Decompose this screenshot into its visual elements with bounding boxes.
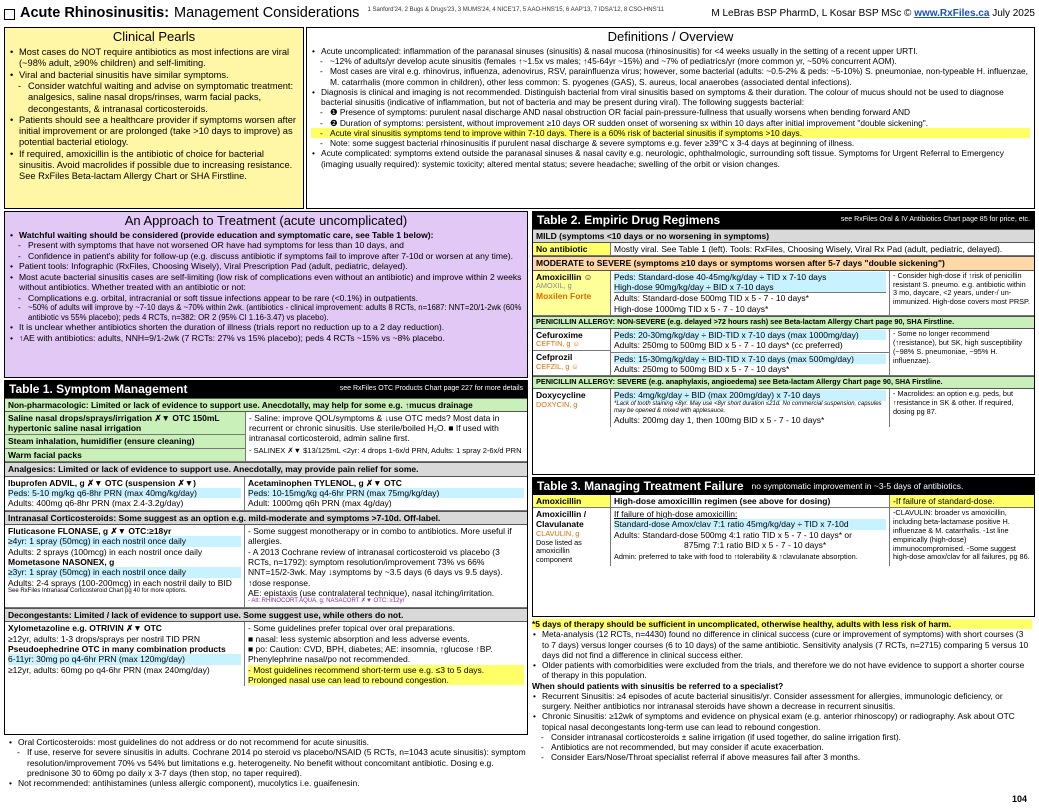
doxycycline-peds-note: *Lack of tooth staining <8yr. May use <8yr short duration ≤21d. No commercial suspension, capsules may be opened & mixed with applesauce.	[614, 400, 882, 415]
pen-allergy-nonsevere-header: PENICILLIN ALLERGY: NON-SEVERE (e.g. delayed >72 hours rash) see Beta-lactam Allergy Chart page 90, SHA Firstline.	[533, 316, 1034, 329]
amox-clav-note: Dose listed as amoxicillin component	[536, 537, 582, 565]
clinical-pearls	[4, 27, 304, 209]
pearl-item: • Viral and bacterial sinusitis have similar symptoms.	[9, 70, 299, 81]
failure-amox-note: -If failure of standard-dose.	[890, 495, 1034, 507]
chronic-detail: - Consider Ears/Nose/Throat specialist referral if above measures fail after 3 months.	[532, 752, 1032, 762]
amoxicillin-brand: AMOXIL, g	[536, 281, 572, 291]
xylometazoline-label: Xylometazoline e.g. OTRIVIN ✗▼ OTC	[8, 623, 162, 634]
decongestant-note: - Most guidelines recommend short-term use e.g. ≤3 to 5 days. Prolonged nasal use can lead to rebound congestion.	[248, 665, 524, 686]
amox-clav-condition: If failure of high-dose amoxicillin:	[614, 508, 738, 519]
ibuprofen-label: Ibuprofen ADVIL, g ✗▼ OTC (suspension ✗▼)	[8, 477, 197, 488]
ibuprofen-adults: Adults: 400mg q6-8hr PRN (max 2.4-3.2g/day)	[8, 498, 184, 509]
xylometazoline-dose: ≥12yr, adults: 1-3 drops/sprays per nostril TID PRN	[8, 633, 201, 644]
def-item: - Note: some suggest bacterial rhinosinusitis if purulent nasal discharge & severe symptoms e.g. fever ≥39°C x 3-4 days at beginning of illness.	[311, 138, 1030, 148]
table3-header: Table 3. Managing Treatment Failure no symptomatic improvement in ~3-5 days of antibiotics.	[533, 478, 1034, 495]
mild-header: MILD (symptoms <10 days or no worsening in symptoms)	[533, 229, 1034, 243]
table2-header: Table 2. Empiric Drug Regimens see RxFiles Oral & IV Antibiotics Chart page 85 for price, etc.	[533, 212, 1034, 229]
definitions-list	[307, 46, 1034, 169]
definitions-overview	[306, 27, 1035, 209]
clavulin-note: -CLAVULIN: broader vs amoxicillin, including beta-lactamase positive H. influenzae & M. catarrhalis. -1st line empirically (high-dose) immunocompromised. -Some suggest high-dose amox/clav for all failures, pg 86.	[893, 507, 1030, 562]
ics-note: - A 2013 Cochrane review of intranasal corticosteroid vs placebo (3 RCTs, n=1792): symptom resolution/improvement 73% vs 66% NNT=15/2-3wk. May ↓symptoms by ~3.5 days (6 days vs 9.5 days). ↑dose response.	[248, 546, 503, 588]
pearl-item: • If required, amoxicillin is the antibiotic of choice for bacterial sinusitis. Avoid macrolides if possible due to increasing resistance. See RxFiles Beta-lactam Allergy Chart or SHA Firstline.	[9, 149, 299, 183]
cefuroxime-label: Cefuroxime	[536, 330, 583, 341]
site-link[interactable]: www.RxFiles.ca	[914, 7, 990, 19]
approach-title: An Approach to Treatment (acute uncomplicated)	[124, 213, 408, 228]
def-item: • Acute complicated: symptoms extend outside the paranasal sinuses & nasal cavity e.g. neurologic, ophthalmologic, surrounding soft tissue. Symptoms for Urgent Referral to Emergency (imaging usually required): systemic toxicity; altered mental status; severe headache; swelling of the orbit or vision changes.	[311, 148, 1030, 169]
mometasone-peds: ≥3yr: 1 spray (50mcg) in each nostril once daily	[8, 567, 241, 577]
amoxicillin-label: Amoxicillin ☺	[536, 271, 593, 282]
amoxicillin-row	[533, 271, 1034, 316]
ics-header: Intranasal Corticosteroids: Some suggest as an option e.g. mild-moderate and symptoms >7-10d. Off-label.	[5, 511, 527, 525]
failure-amox-label: Amoxicillin	[533, 495, 611, 507]
table-treatment-failure	[532, 477, 1035, 617]
page-header	[4, 3, 1035, 25]
cephalosporin-rows	[533, 329, 1034, 376]
fluticasone-peds: ≥4yr: 1 spray (50mcg) in each nostril once daily	[8, 536, 241, 546]
bottom-left-notes	[8, 737, 528, 789]
table1-see-link[interactable]: see RxFiles OTC Products Chart page 227 for more details	[339, 385, 523, 393]
pearls-list	[5, 46, 303, 184]
ics-alt-note: - Alt: RHINOCORT AQUA, g; NASACORT ✗▼ OTC: ≥12yr	[248, 598, 405, 605]
cefuroxime-peds: Peds: 20-30mg/kg/day ÷ BID-TID x 7-10 days (max 1000mg/day)	[614, 330, 886, 340]
approach-item: • ↑AE with antibiotics: adults, NNH=9/1-2wk (7 RCTs: 27% vs 15% placebo); peds 4 RCTs ~15% vs ~8% placebo.	[9, 333, 523, 343]
failure-amox-row	[533, 495, 1034, 508]
mometasone-label: Mometasone NASONEX, g	[8, 557, 115, 568]
cefuroxime-adults: Adults: 250mg to 500mg BID x 5 - 7 - 10 days* (cc preferred)	[614, 340, 843, 351]
amox-clav-peds: Standard-dose Amox/clav 7:1 ratio 45mg/kg/day ÷ TID x 7-10d	[614, 519, 886, 529]
acetaminophen-label: Acetaminophen TYLENOL, g ✗▼ OTC	[248, 477, 402, 488]
header-refs: 1 Sanford'24, 2 Bugs & Drugs'23, 3 MUMS'24, 4 NICE'17, 5 AAO-HNS'15, 6 AAP'13, 7 IDSA'12, 8 CSO-HNS'11	[367, 7, 664, 13]
approach-item: - ~50% of adults will improve by ~7-10 days & ~70% within 2wk. (antibiotics - clinical improvement: adults 8 RCTs, n=1687: NNT=20/1-2wk (60% antibiotic vs 55% placebo); peds 4 RCTs, n=382: OR 2 (95% CI 1.16-3.47) vs placebo).	[9, 303, 523, 322]
approach-item: - Present with symptoms that have not worsened OR have had symptoms for less than 10 days, and	[9, 240, 523, 250]
ics-row	[5, 525, 527, 608]
approach-to-treatment	[4, 211, 528, 378]
amox-adults-high: High-dose 1000mg TID x 5 - 7 - 10 days*	[614, 303, 769, 314]
no-antibiotic-label: No antibiotic	[533, 243, 611, 255]
oral-corticosteroids-detail: - If use, reserve for severe sinusitis in adults. Cochrane 2014 po steroid vs placebo/NSAID (5 RCTs, n=1043 acute sinusitis): symptom resolution/improvement 70% vs 54% but limitations e.g. heterogeneity. No benefit without concomitant antibiotic. Dosing e.g. prednisone 30 to 60mg po daily x 3-7 days (then stop, no taper required).	[8, 747, 528, 778]
decongestant-note: ■ po: Caution: CVD, BPH, diabetes; AE: insomnia, ↑glucose ↑BP. Phenylephrine nasal/po not recommended.	[248, 643, 493, 665]
amox-peds-standard: Peds: Standard-dose 40-45mg/kg/day ÷ TID x 7-10 days	[614, 272, 886, 282]
doxycycline-brand: DOXYCIN, g	[536, 399, 578, 409]
cephalosporin-note: - Some no longer recommend (↑resistance), but SK, high susceptibility (~98% S. pneumoniae, ~95% H. influenzae).	[893, 329, 1022, 365]
cefprozil-peds: Peds: 15-30mg/kg/day ÷ BID-TID x 7-10 days (max 500mg/day)	[614, 354, 886, 364]
cefprozil-adults: Adults: 250mg to 500mg BID x 5 - 7 - 10 days*	[614, 364, 790, 375]
recurrent-sinusitis-note: • Recurrent Sinusitis: ≥4 episodes of acute bacterial sinusitis/yr. Consider assessment for allergies, immunologic deficiency, or surgery. Neither antibiotics nor intranasal steroids have shown a decrease in recurrent sinusitis.	[532, 691, 1032, 712]
not-recommended-note: • Not recommended: antihistamines (unless allergic component), mucolytics i.e. guaifenesin.	[8, 778, 528, 788]
ics-ae-note: AE: epistaxis (use contralateral technique), nasal itching/irritation.	[248, 588, 495, 599]
decongestant-note: - Some guidelines prefer topical over oral preparations.	[248, 623, 455, 634]
five-days-note: *5 days of therapy should be sufficient in uncomplicated, otherwise healthy, adults with less risk of harm.	[532, 619, 1032, 629]
failure-amox-regimen: High-dose amoxicillin regimen (see above for dosing)	[611, 495, 890, 507]
approach-item: • Patient tools: Infographic (RxFiles, Choosing Wisely), Viral Prescription Pad (adult, pediatric, delayed).	[9, 261, 523, 271]
ics-chart-link[interactable]: See RxFiles Intranasal Corticosteroid Chart pg 40 for more options.	[8, 588, 187, 595]
no-antibiotic-row	[533, 243, 1034, 256]
def-item: • Acute uncomplicated: inflammation of the paranasal sinuses (sinusitis) & nasal mucosa (rhinosinusitis) for <4 weeks usually in the setting of a recent upper URTI.	[311, 46, 1030, 56]
amox-peds-high: High-dose 90mg/kg/day ÷ BID x 7-10 days	[614, 282, 886, 292]
pearl-item: - Consider watchful waiting and advise on symptomatic treatment: analgesics, saline nasal drops/rinses, warm facial packs, decongestants, & intranasal corticosteroids.	[9, 81, 299, 115]
approach-item: • Watchful waiting should be considered (provide education and symptomatic care, see Table 1 below):	[9, 230, 523, 240]
def-item: - Acute viral sinusitis symptoms tend to improve within 7-10 days. There is a 60% risk of bacterial sinusitis if symptoms >10 days.	[311, 128, 1030, 138]
amox-clav-admin: Admin: preferred to take with food to ↑tolerability & ↑clavulanate absorption.	[614, 552, 858, 562]
amox-note: - Consider high-dose if ↑risk of penicillin resistant S. pneumo. e.g. antibiotic within 3 mo, daycare, <2 years, under-/ un-immunized. High-dose covers most PRSP.	[893, 270, 1030, 307]
pseudoephedrine-peds: 6-11yr: 30mg po q4-6hr PRN (max 120mg/day)	[8, 654, 241, 664]
warm-packs-label: Warm facial packs	[5, 448, 245, 461]
approach-item: - Confidence in patient's ability for follow-up (e.g. discuss antibiotic if symptoms fail to improve after 7-10d or worsen at any time).	[9, 251, 523, 261]
def-item: - ❶ Presence of symptoms: purulent nasal discharge AND nasal obstruction OR facial pain-pressure-fullness that usually worsens when bending forward AND	[311, 107, 1030, 117]
macrolide-note: - Macrolides: an option e.g. peds, but ↑resistance in SK & other. If required, dosing pg 87.	[893, 389, 1014, 417]
older-patients-note: • Older patients with comorbidities were excluded from the trials, and therefore we do not have evidence to support a shorter course of therapy in this population.	[532, 660, 1032, 681]
saline-label: Saline nasal drops/sprays/irrigation ✗▼ OTC 150mL hypertonic saline nasal irrigation	[5, 412, 245, 435]
saline-row	[5, 412, 527, 462]
decongestants-row	[5, 622, 527, 686]
failure-clav-row	[533, 508, 1034, 566]
page-title: Acute Rhinosinusitis:	[20, 5, 170, 22]
bottom-right-notes	[532, 619, 1032, 763]
meta-analysis-note: • Meta-analysis (12 RCTs, n=4430) found no difference in clinical success (cure or improvement of symptoms) with short courses (3 to 7 days) versus longer courses (6 to 10 days) of the same antibiotic. Sensitivity analysis (7 RCTs, n=2715) comparing 5 versus 10 days did not find a difference in clinical success either.	[532, 629, 1032, 660]
table2-see-link[interactable]: see RxFiles Oral & IV Antibiotics Chart page 85 for price, etc.	[840, 216, 1030, 224]
table-empiric-regimens	[532, 211, 1035, 475]
doxycycline-adults: Adults: 200mg day 1, then 100mg BID x 5 - 7 - 10 days*	[614, 415, 825, 426]
def-item: - ~12% of adults/yr develop acute sinusitis (females ↑~1.5x vs males; ↑45-64yr ~15%) and ~7% of pediatrics/yr (more common yr, ~50% concurrent AOM).	[311, 56, 1030, 66]
pearls-title: Clinical Pearls	[5, 28, 303, 46]
amox-clav-adults-1: Adults: Standard-dose 500mg 4:1 ratio TID x 5 - 7 - 10 days* or	[614, 529, 852, 540]
def-item: - ❷ Duration of symptoms: persistent, without improvement ≥10 days OR sudden onset of worsening sx within 10 days after initial improvement "double sickening".	[311, 118, 1030, 128]
chronic-sinusitis-note: • Chronic Sinusitis: ≥12wk of symptoms and evidence on physical exam (e.g. anterior rhinoscopy) or radiography. Ask about OTC topical nasal decongestants long-term use can lead to rebound congestion.	[532, 711, 1032, 732]
amox-clav-label: Amoxicillin / Clavulanate	[536, 508, 587, 530]
approach-list	[5, 230, 527, 343]
pseudoephedrine-adults: ≥12yr, adults: 60mg po q4-6hr PRN (max 240mg/day)	[8, 664, 210, 675]
def-item: - Most cases are viral e.g. rhinovirus, influenza, adenovirus, RSV, parainfluenza virus; however, some bacterial (adults: ~0.5-2% & peds: ~5-10%) S. pneumoniae, non-typeable H. influenzae, M. catarrhalis (more common in children), other less common: S. pyogenes (GAS), S. aureus, local anaerobes (associated dental infections).	[311, 66, 1030, 87]
doxycycline-row	[533, 389, 1034, 426]
nonpharm-header: Non-pharmacologic: Limited or lack of evidence to support use. Anecdotally, may help for some e.g. ↑mucus drainage	[5, 398, 527, 412]
fluticasone-label: Fluticasone FLONASE, g ✗▼ OTC:≥18yr	[8, 525, 172, 536]
acetaminophen-peds: Peds: 10-15mg/kg q4-6hr PRN (max 75mg/kg/day)	[248, 488, 524, 498]
moderate-severe-header: MODERATE to SEVERE (symptoms ≥10 days or symptoms worsen after 5-7 days "double sickening")	[533, 256, 1034, 270]
pearl-item: • Most cases do NOT require antibiotics as most infections are viral (~98% adult, ≥90% children) and self-limiting.	[9, 47, 299, 70]
doxycycline-label: Doxycycline	[536, 390, 586, 401]
cefuroxime-brand: CEFTIN, g ☺	[536, 339, 580, 349]
amox-clav-adults-2: 875mg 7:1 ratio BID x 5 - 7 - 10 days*	[684, 540, 827, 551]
authors: M LeBras BSP PharmD, L Kosar BSP MSc © www.RxFiles.ca July 2025	[711, 7, 1035, 19]
checkbox-icon	[4, 9, 15, 20]
salinex-note: - SALINEX ✗▼ $13/125mL <2yr: 4 drops 1-6x/d PRN, Adults: 1 spray 2-6x/d PRN	[249, 445, 522, 455]
approach-item: - Complications e.g. orbital, intracranial or soft tissue infections appear to be rare (<0.1%) in outpatients.	[9, 293, 523, 303]
doxycycline-peds: Peds: 4mg/kg/day ÷ BID (max 200mg/day) x 7-10 days	[614, 390, 886, 400]
page-subtitle: Management Considerations	[174, 5, 360, 22]
page-number: 104	[1011, 794, 1027, 805]
approach-item: • Most acute bacterial sinusitis cases are self-limiting (low risk of complications even without an antibiotic) and improve within 2 weeks without antibiotics. Whether treated with an antibiotic or not:	[9, 272, 523, 293]
ibuprofen-peds: Peds: 5-10 mg/kg q6-8hr PRN (max 40mg/kg/day)	[8, 488, 241, 498]
amox-clav-brand: CLAVULIN, g	[536, 528, 580, 538]
approach-item: • It is unclear whether antibiotics shorten the duration of illness (trials report no reduction up to a 2 day reduction).	[9, 322, 523, 332]
amox-adults-standard: Adults: Standard-dose 500mg TID x 5 - 7 - 10 days*	[614, 292, 886, 303]
table-symptom-management	[4, 380, 528, 735]
def-item: • Diagnosis is clinical and imaging is not recommended. Distinguish bacterial from viral sinusitis based on symptoms & their duration. The colour of mucus should not be used to diagnose bacterial sinusitis (indicative of inflammation, but not of bacteria and may be present during viral). The following suggests bacterial:	[311, 87, 1030, 108]
table1-header: Table 1. Symptom Management see RxFiles OTC Products Chart page 227 for more details	[5, 381, 527, 398]
chronic-detail: - Consider intranasal corticosteroids ± saline irrigation (if used together, do saline irrigation first).	[532, 732, 1032, 742]
pseudoephedrine-label: Pseudoephedrine OTC in many combination products	[8, 643, 226, 654]
fluticasone-adults: Adults: 2 sprays (100mcg) in each nostril once daily	[8, 546, 203, 557]
decongestants-header: Decongestants: Limited / lack of evidence to support use. Some suggest use, while others do not.	[5, 608, 527, 622]
amoxicillin-brand-2: Moxilen Forte	[536, 290, 592, 301]
definitions-title: Definitions / Overview	[607, 29, 734, 44]
acetaminophen-adults: Adult: 1000mg q6h PRN (max 4g/day)	[248, 498, 392, 509]
no-antibiotic-note: Mostly viral. See Table 1 (left). Tools: RxFiles, Choosing Wisely, Viral Rx Pad (adult, pediatric, delayed).	[614, 243, 1003, 254]
oral-corticosteroids-note: • Oral Corticosteroids: most guidelines do not address or do not recommend for acute sinusitis.	[8, 737, 528, 747]
saline-note: - Saline: improve QOL/symptoms & ↓use OTC meds? Most data in recurrent or chronic sinusitis. Use sterile/boiled H₂O. ■ If used with intranasal corticosteroid, admin saline first.	[249, 412, 500, 444]
cefprozil-label: Cefprozil	[536, 352, 573, 363]
mometasone-adults: Adults: 2-4 sprays (100-200mcg) in each nostril daily to BID	[8, 577, 232, 588]
pen-allergy-severe-header: PENICILLIN ALLERGY: SEVERE (e.g. anaphylaxis, angioedema) see Beta-lactam Allergy Chart page 90, SHA Firstline.	[533, 376, 1034, 389]
chronic-detail: - Antibiotics are not recommended, but may consider if acute exacerbation.	[532, 742, 1032, 752]
referral-heading: When should patients with sinusitis be referred to a specialist?	[532, 680, 784, 691]
analgesics-row	[5, 477, 527, 511]
pearl-item: • Patients should see a healthcare provider if symptoms worsen after initial improvement or are prolonged (take >10 days to improve) as potential bacterial etiology.	[9, 115, 299, 149]
steam-label: Steam inhalation, humidifier (ensure cleaning)	[5, 434, 245, 447]
decongestant-note: ■ nasal: less systemic absorption and less adverse events.	[248, 633, 470, 644]
analgesics-header: Analgesics: Limited or lack of evidence to support use. Anecdotally, may provide pain relief for some.	[5, 462, 527, 476]
cefprozil-brand: CEFZIL, g ☺	[536, 361, 579, 371]
ics-note: - Some suggest monotherapy or in combo to antibiotics. More useful if allergies.	[248, 525, 512, 547]
